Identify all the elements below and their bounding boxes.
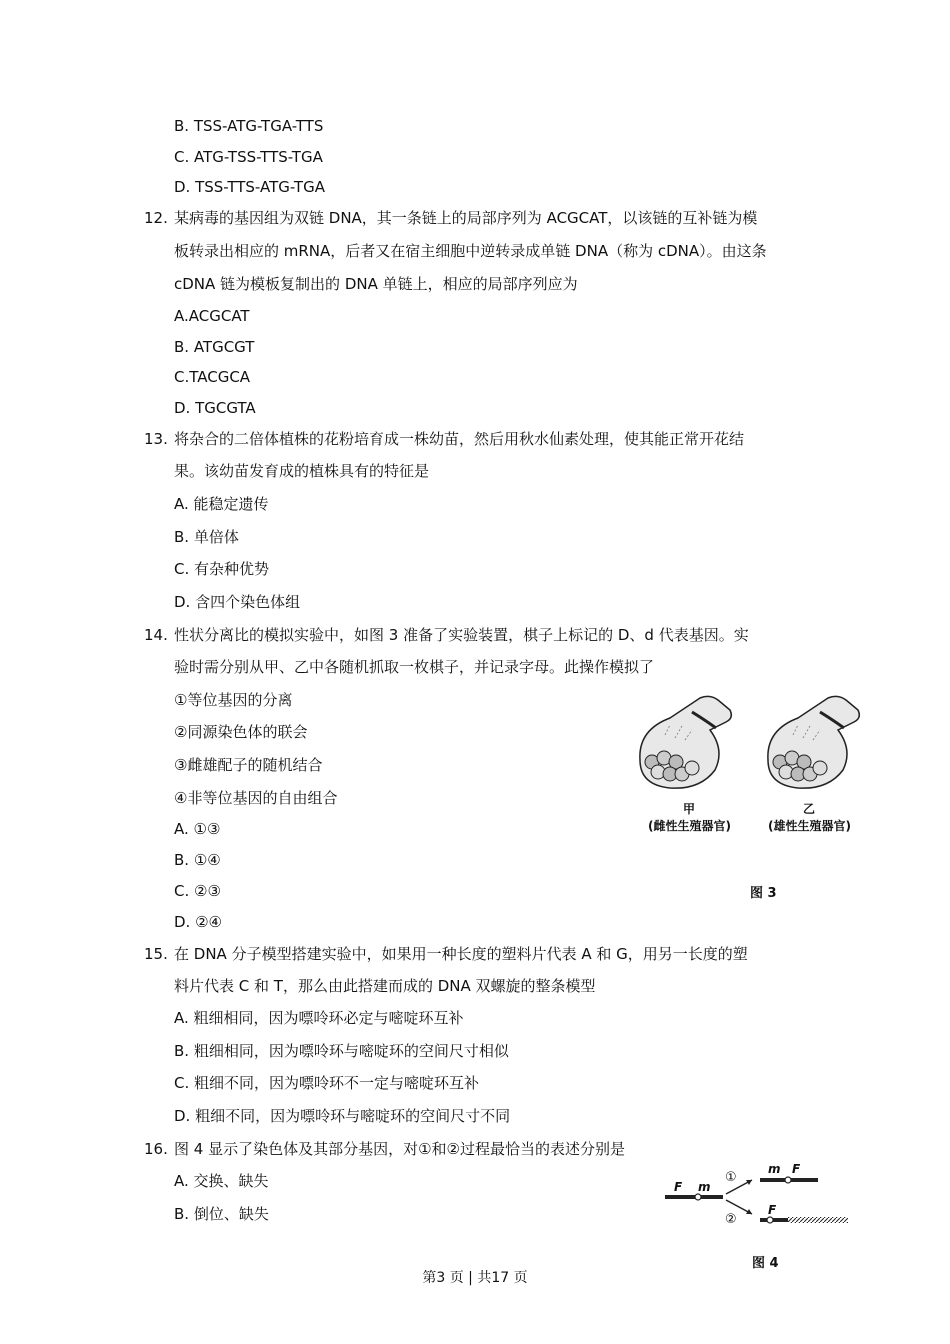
q12-option-b: B. ATGCGT [174, 338, 255, 356]
figure-4-chromosome-diagram [660, 1158, 855, 1238]
q13-option-c: C. 有杂种优势 [174, 560, 270, 578]
result-2-deleted-segment [788, 1217, 848, 1223]
q14-number: 14. [144, 626, 168, 644]
q15-stem-line-1: 在 DNA 分子模型搭建实验中，如果用一种长度的塑料片代表 A 和 G，用另一长度的塑 [174, 945, 748, 963]
q12-option-d: D. TGCGTA [174, 399, 256, 417]
q11-option-c: C. ATG-TSS-TTS-TGA [174, 148, 323, 166]
result-2-centromere-icon [767, 1217, 773, 1223]
q13-option-d: D. 含四个染色体组 [174, 593, 301, 611]
result-1-centromere-icon [785, 1177, 791, 1183]
q15-option-a: A. 粗细相同，因为嘌呤环必定与嘧啶环互补 [174, 1009, 464, 1027]
q11-option-b: B. TSS-ATG-TGA-TTS [174, 117, 324, 135]
q14-statement-4: ④非等位基因的自由组合 [174, 789, 338, 807]
bag-jia-icon [640, 696, 731, 788]
q16-stem-line-1: 图 4 显示了染色体及其部分基因，对①和②过程最恰当的表述分别是 [174, 1140, 625, 1158]
q12-stem-line-1: 某病毒的基因组为双链 DNA，其一条链上的局部序列为 ACGCAT，以该链的互补链为模 [174, 209, 758, 227]
figure-4-gene-m-original: m [698, 1180, 711, 1194]
figure-3-bags-illustration [630, 690, 860, 800]
q14-stem-line-2: 验时需分别从甲、乙中各随机抓取一枚棋子，并记录字母。此操作模拟了 [174, 658, 655, 676]
q12-number: 12. [144, 209, 168, 227]
q12-option-a: A.ACGCAT [174, 307, 250, 325]
figure-3-bag-jia-label: 甲 [683, 802, 696, 816]
q14-option-b: B. ①④ [174, 851, 221, 869]
q15-option-b: B. 粗细相同，因为嘌呤环与嘧啶环的空间尺寸相似 [174, 1042, 509, 1060]
original-centromere-icon [695, 1194, 701, 1200]
q16-option-b: B. 倒位、缺失 [174, 1205, 269, 1223]
q14-statement-3: ③雌雄配子的随机结合 [174, 756, 323, 774]
figure-4-caption: 图 4 [752, 1256, 779, 1271]
q13-stem-line-2: 果。该幼苗发育成的植株具有的特征是 [174, 462, 430, 480]
figure-3-bag-yi-label: 乙 [803, 802, 816, 816]
original-chromosome-bar [665, 1195, 723, 1199]
q14-statement-1: ①等位基因的分离 [174, 691, 293, 709]
q15-number: 15. [144, 945, 168, 963]
figure-4-gene-f-result-1: F [792, 1162, 801, 1176]
q14-option-c: C. ②③ [174, 882, 221, 900]
figure-3-bag-yi-caption: (雄性生殖器官) [768, 819, 851, 833]
q13-option-b: B. 单倍体 [174, 528, 239, 546]
figure-4-gene-m-result-1: m [768, 1162, 781, 1176]
q12-stem-line-2: 板转录出相应的 mRNA，后者又在宿主细胞中逆转录成单链 DNA（称为 cDNA）。由这条 [174, 242, 767, 260]
result-2-chromosome-bar [760, 1218, 788, 1222]
q13-stem-line-1: 将杂合的二倍体植株的花粉培育成一株幼苗，然后用秋水仙素处理，使其能正常开花结 [174, 430, 745, 448]
figure-4-step-1-label: ① [725, 1170, 737, 1185]
page-footer: 第3 页 | 共17 页 [422, 1270, 528, 1286]
q12-stem-line-3: cDNA 链为模板复制出的 DNA 单链上，相应的局部序列应为 [174, 275, 578, 293]
figure-3-caption: 图 3 [750, 886, 777, 901]
q14-option-a: A. ①③ [174, 820, 221, 838]
figure-4-gene-f-result-2: F [768, 1203, 777, 1217]
q16-number: 16. [144, 1140, 168, 1158]
q11-option-d: D. TSS-TTS-ATG-TGA [174, 178, 325, 196]
figure-4-step-2-label: ② [725, 1212, 737, 1227]
q13-option-a: A. 能稳定遗传 [174, 495, 269, 513]
q14-stem-line-1: 性状分离比的模拟实验中，如图 3 准备了实验装置，棋子上标记的 D、d 代表基因。实 [174, 626, 749, 644]
q15-stem-line-2: 料片代表 C 和 T，那么由此搭建而成的 DNA 双螺旋的整条模型 [174, 977, 596, 995]
q15-option-c: C. 粗细不同，因为嘌呤环不一定与嘧啶环互补 [174, 1074, 480, 1092]
q14-option-d: D. ②④ [174, 913, 222, 931]
figure-4-gene-f-original: F [674, 1180, 683, 1194]
bag-yi-icon [768, 696, 859, 788]
q13-number: 13. [144, 430, 168, 448]
figure-3-bag-jia-caption: (雌性生殖器官) [648, 819, 731, 833]
q12-option-c: C.TACGCA [174, 368, 251, 386]
q16-option-a: A. 交换、缺失 [174, 1172, 269, 1190]
q14-statement-2: ②同源染色体的联会 [174, 723, 308, 741]
q15-option-d: D. 粗细不同，因为嘌呤环与嘧啶环的空间尺寸不同 [174, 1107, 511, 1125]
